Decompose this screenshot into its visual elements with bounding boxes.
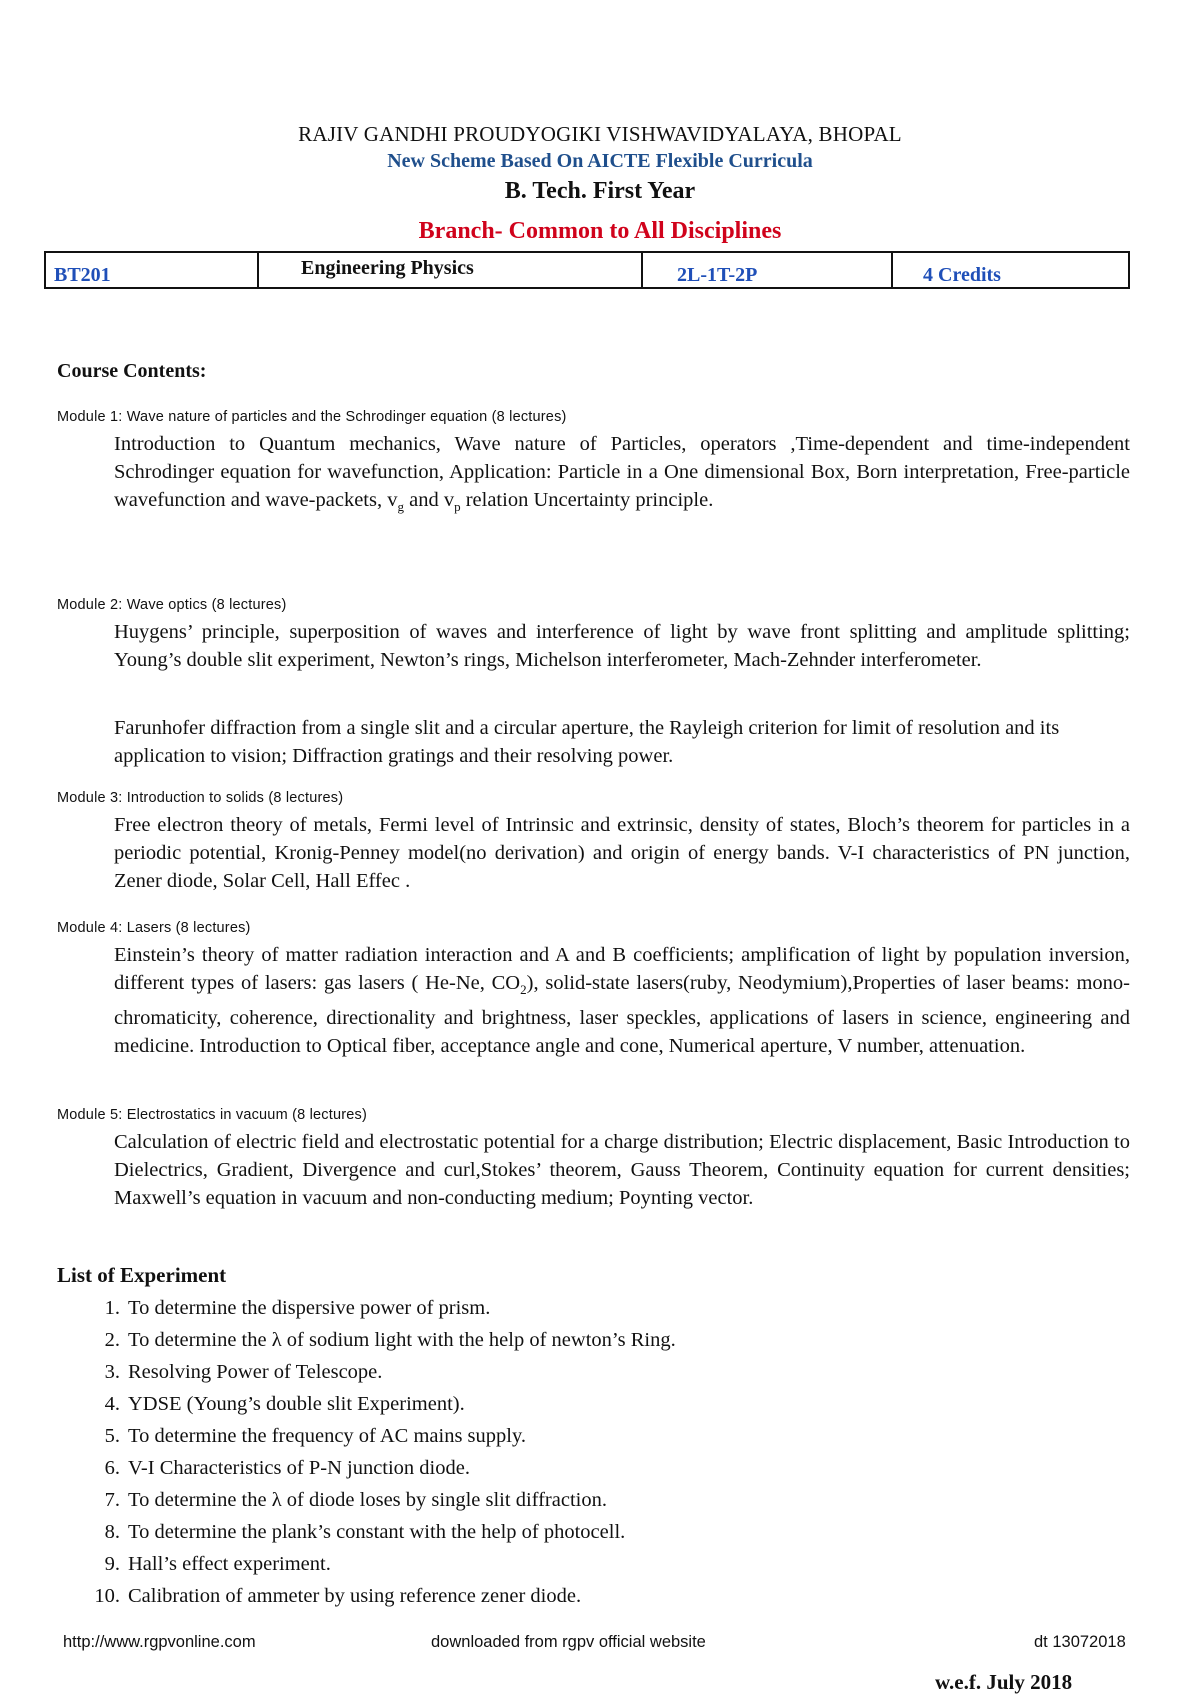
module-2-heading: Module 2: Wave optics (8 lectures) <box>57 597 287 613</box>
module-3-heading: Module 3: Introduction to solids (8 lectures) <box>57 790 344 806</box>
footer-website-link[interactable]: http://www.rgpvonline.com <box>63 1633 256 1651</box>
course-info-table <box>44 251 1130 289</box>
list-item: 7. To determine the λ of diode loses by single slit diffraction. <box>104 1489 607 1511</box>
list-item: 4. YDSE (Young’s double slit Experiment). <box>104 1393 465 1415</box>
footer-source: downloaded from rgpv official website <box>431 1633 706 1651</box>
module-1-heading: Module 1: Wave nature of particles and the Schrodinger equation (8 lectures) <box>57 409 567 425</box>
module-1-body: Introduction to Quantum mechanics, Wave nature of Particles, operators ,Time-dependent and time-independent Schrodinger equation for wavefunction, Application: Particle in a One dimensional Box, Born interpretation, Free-particle wavefunction and wave-packets, $v_g$ and $v_p$ relation Uncertainty principle. <box>114 433 1130 515</box>
module-2-body-1: Huygens’ principle, superposition of waves and interference of light by wave front splitting and amplitude splitting; Young’s double slit experiment, Newton’s rings, Michelson interferometer, Mach-Zehnder interferometer. <box>114 621 1130 671</box>
list-item: 3. Resolving Power of Telescope. <box>104 1361 383 1383</box>
experiment-list <box>76 1292 1126 1612</box>
list-item: 6. V-I Characteristics of P-N junction diode. <box>104 1457 470 1479</box>
module-4-body: Einstein’s theory of matter radiation interaction and A and B coefficients; amplification of light by population inversion, different types of lasers: gas lasers ( He-Ne, $CO_2$), solid-state lasers(ruby, Neodymium),Properties of laser beams: mono-chromaticity, coherence, directionality and brightness, laser speckles, applications of lasers in science, engineering and medicine. Introduction to Optical fiber, acceptance angle and cone, Numerical aperture, V number, attenuation. <box>114 944 1131 1058</box>
year-title: B. Tech. First Year <box>504 178 696 204</box>
list-item: 9. Hall’s effect experiment. <box>104 1553 331 1575</box>
lecture-pattern: 2L-1T-2P <box>643 253 893 287</box>
course-code: BT201 <box>46 253 259 287</box>
university-name: RAJIV GANDHI PROUDYOGIKI VISHWAVIDYALAYA, BHOPAL <box>298 122 902 146</box>
footer-date-code: dt 13072018 <box>1034 1633 1126 1651</box>
experiments-heading: List of Experiment <box>57 1263 227 1287</box>
course-contents-heading: Course Contents: <box>57 360 207 382</box>
module-5-body: Calculation of electric field and electrostatic potential for a charge distribution; Electric displacement, Basic Introduction to Dielectrics, Gradient, Divergence and curl,Stokes’ theorem, Gauss Theorem, Continuity equation for current densities; Maxwell’s equation in vacuum and non-conducting medium; Poynting vector. <box>114 1131 1130 1209</box>
module-4-heading: Module 4: Lasers (8 lectures) <box>57 920 251 936</box>
effective-date: w.e.f. July 2018 <box>935 1670 1073 1694</box>
course-credits: 4 Credits <box>923 264 1001 286</box>
list-item: 2. To determine the λ of sodium light with the help of newton’s Ring. <box>104 1329 676 1351</box>
branch-title: Branch- Common to All Disciplines <box>418 218 782 244</box>
list-item: 5. To determine the frequency of AC mains supply. <box>104 1425 527 1447</box>
module-5-heading: Module 5: Electrostatics in vacuum (8 lectures) <box>57 1107 367 1123</box>
course-name: Engineering Physics <box>259 253 643 287</box>
scheme-subtitle: New Scheme Based On AICTE Flexible Curricula <box>387 150 813 172</box>
list-item: 8. To determine the plank’s constant with the help of photocell. <box>104 1521 626 1543</box>
module-2-body-2: Farunhofer diffraction from a single slit and a circular aperture, the Rayleigh criterion for limit of resolution and its application to vision; Diffraction gratings and their resolving power. <box>114 717 1060 767</box>
list-item: 10. Calibration of ammeter by using reference zener diode. <box>94 1585 582 1607</box>
list-item: 1. To determine the dispersive power of prism. <box>104 1297 491 1319</box>
module-3-body: Free electron theory of metals, Fermi level of Intrinsic and extrinsic, density of states, Bloch’s theorem for particles in a periodic potential, Kronig-Penney model(no derivation) and origin of energy bands. V-I characteristics of PN junction, Zener diode, Solar Cell, Hall Effec . <box>114 814 1130 892</box>
